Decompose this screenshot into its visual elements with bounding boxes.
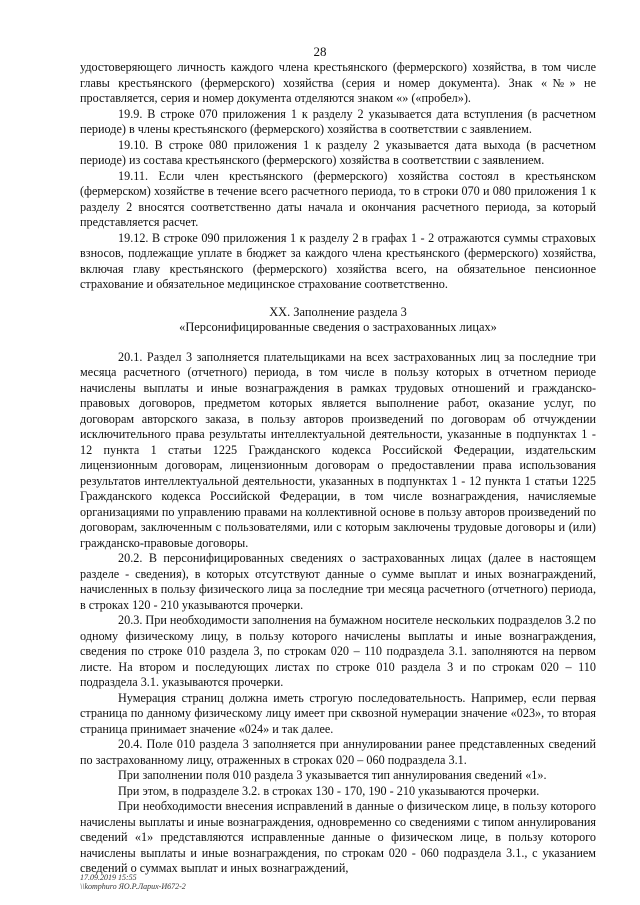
paragraph-20-4: 20.4. Поле 010 раздела 3 заполняется при аннулировании ранее представленных сведений по застрахованному лицу, отраженных в строках 020 – 060 подраздела 3.1.	[80, 737, 596, 767]
paragraph-20-4-b: При заполнении поля 010 раздела 3 указывается тип аннулирования сведений «1».	[118, 768, 547, 782]
page-number: 28	[313, 44, 327, 59]
paragraph-20-2: 20.2. В персонифицированных сведениях о застрахованных лицах (далее в настоящем разделе - сведения), в которых отсутствуют данные о сумме выплат и иных вознаграждений, начисленных в пользу физического лица за последние три месяца расчетного (отчетного) периода, в строках 120 - 210 указываются прочерки.	[80, 551, 596, 612]
section-subtitle: «Персонифицированные сведения о застрахованных лицах»	[179, 320, 497, 334]
document-footer	[80, 873, 186, 891]
paragraph-continuation: удостоверяющего личность каждого члена крестьянского (фермерского) хозяйства, в том числе главы крестьянского (фермерского) хозяйства (серия и номер документа). Знак «№» не проставляется, серия и номер документа отделяются знаком «» («пробел»).	[80, 60, 596, 105]
footer-date: 17.09.2019 15:55	[80, 873, 137, 882]
paragraph-20-4-d: При необходимости внесения исправлений в данные о физическом лице, в пользу которого начислены выплаты и иные вознаграждения, одновременно со сведениями с типом аннулирования сведений «1» представляются исправленные данные о физическом лице, в пользу которого начислены выплаты и иные вознаграждения, по строкам 020 - 060 подраздела 3.1., с указанием сведений о суммах выплат и иных вознаграждений,	[80, 799, 596, 875]
paragraph-20-4-c: При этом, в подразделе 3.2. в строках 130 - 170, 190 - 210 указываются прочерки.	[118, 783, 540, 798]
paragraph-19-10: 19.10. В строке 080 приложения 1 к разделу 2 указывается дата выхода (в расчетном периоде) из состава крестьянского (фермерского) хозяйства в соответствии с заявлением.	[80, 137, 596, 167]
paragraph-20-1: 20.1. Раздел 3 заполняется плательщиками на всех застрахованных лиц за последние три месяца расчетного (отчетного) периода, в том числе в пользу которых в отчетном периоде начислены выплаты и иные вознаграждения в рамках трудовых отношений и гражданско-правовых договоров, предметом которых является выполнение работ, оказание услуг, по договорам авторского заказа, в пользу авторов произведений по договорам об отчуждении исключительного права результаты интеллектуальной деятельности, указанные в подпунктах 1 - 12 пункта 1 статьи 1225 Гражданского кодекса Российской Федерации, издательским лицензионным договорам, лицензионным договорам о предоставлении права использования результатов интеллектуальной деятельности, указанных в подпунктах 1 - 12 пункта 1 статьи 1225 Гражданского кодекса Российской Федерации, в том числе вознаграждения, начисляемые организациями по управлению правами на коллективной основе в пользу авторов произведений по договорам, заключенным с пользователями, или с которым заключены трудовые договоры и (или) гражданско-правовые договоры.	[80, 349, 596, 550]
paragraph-20-3: 20.3. При необходимости заполнения на бумажном носителе нескольких подразделов 3.2 по одному физическому лицу, в пользу которого начислены выплаты и иные вознаграждения, сведения по строке 010 раздела 3, по строкам 020 – 110 подраздела 3.1. заполняются на первом листе. На втором и последующих листах по строке 010 раздела 3 и по строкам 020 – 110 подраздела 3.1. указываются прочерки.	[80, 613, 596, 689]
paragraph-19-12: 19.12. В строке 090 приложения 1 к разделу 2 в графах 1 - 2 отражаются суммы страховых взносов, подлежащие уплате в бюджет за каждого члена крестьянского (фермерского) хозяйства, включая главу крестьянского (фермерского) хозяйства всего, на обязательное пенсионное страхование и обязательное медицинское страхование соответственно.	[80, 230, 596, 291]
footer-path: \\komphuro ЯО.Р.Ларих-И672-2	[80, 882, 186, 891]
section-heading	[80, 305, 596, 336]
paragraph-19-11: 19.11. Если член крестьянского (фермерского) хозяйства состоял в крестьянском (фермерском) хозяйстве в течение всего расчетного периода, то в строки 070 и 080 приложения 1 к разделу 2 вносятся соответственно даты начала и окончания расчетного периода, за который представляется расчет.	[80, 168, 596, 229]
document-body	[80, 60, 596, 877]
paragraph-numbering: Нумерация страниц должна иметь строгую последовательность. Например, если первая страница по данному физическому лицу имеет при сквозной нумерации значение «023», то вторая страница принимает значение «024» и так далее.	[80, 690, 596, 736]
paragraph-19-9: 19.9. В строке 070 приложения 1 к разделу 2 указывается дата вступления (в расчетном периоде) в члены крестьянского (фермерского) хозяйства в соответствии с заявлением.	[80, 106, 596, 136]
section-title: XX. Заполнение раздела 3	[269, 304, 407, 319]
